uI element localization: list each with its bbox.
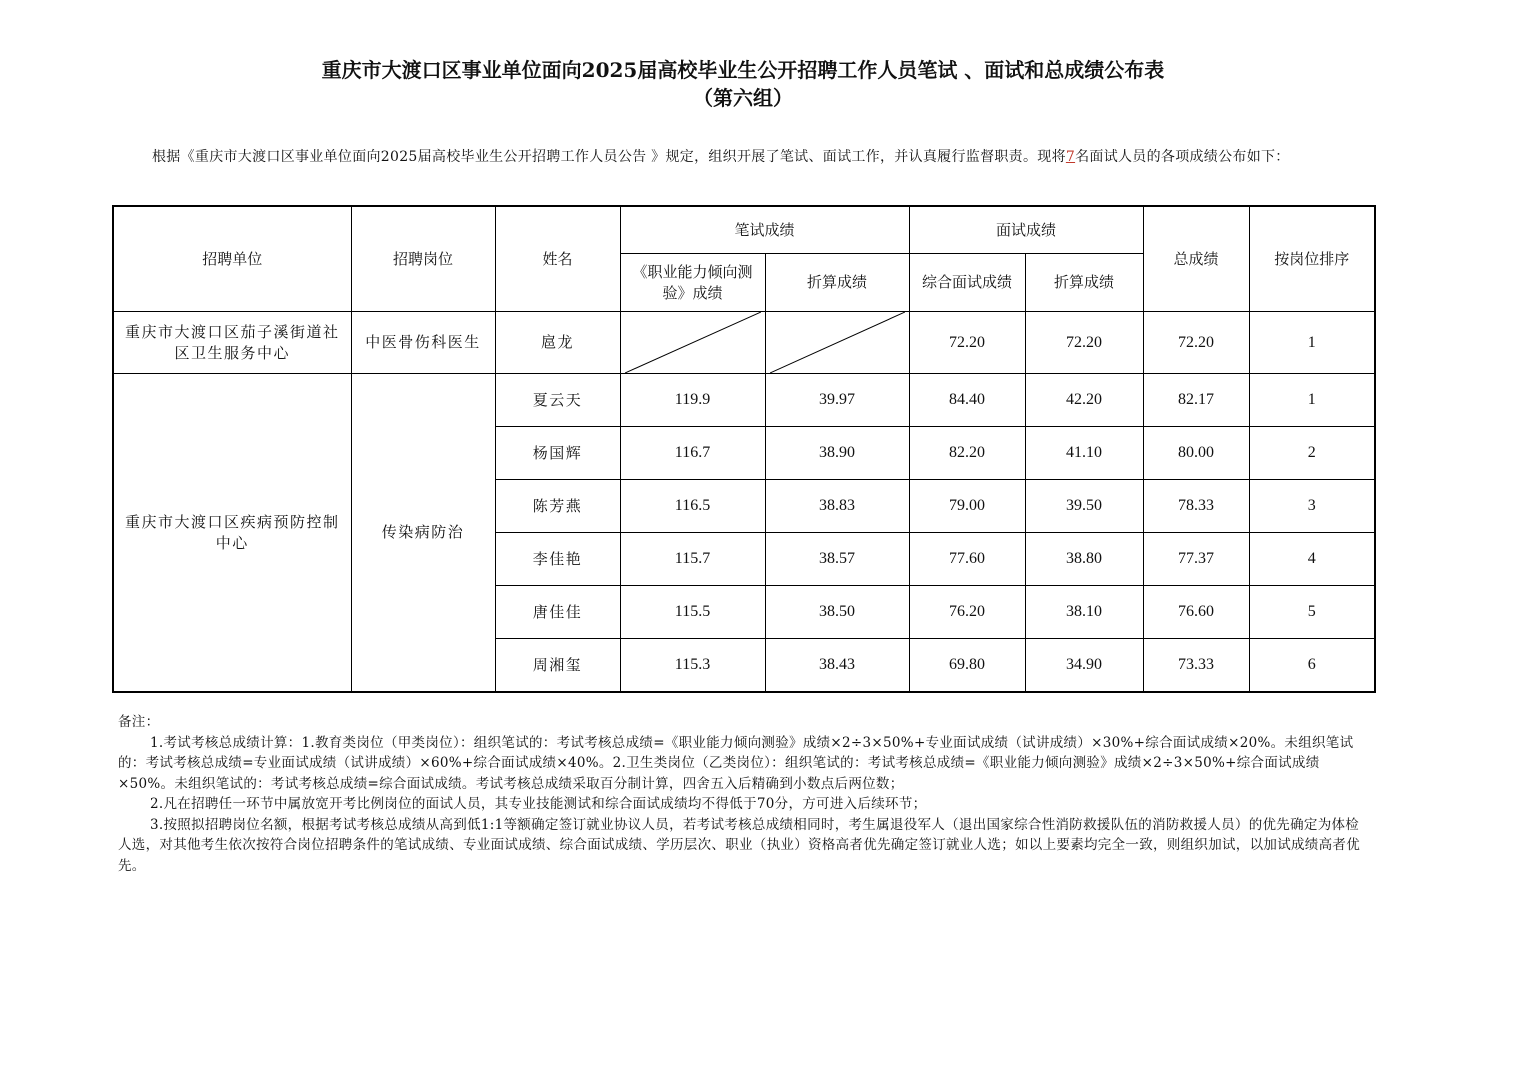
cell-interview: 77.60 — [909, 533, 1025, 586]
cell-total: 78.33 — [1143, 480, 1249, 533]
cell-interview: 84.40 — [909, 374, 1025, 427]
cell-interview: 76.20 — [909, 586, 1025, 639]
cell-total: 77.37 — [1143, 533, 1249, 586]
notes-label: 备注： — [118, 714, 160, 730]
header-rank: 按岗位排序 — [1249, 206, 1375, 312]
cell-total: 82.17 — [1143, 374, 1249, 427]
diagonal-slash — [770, 312, 905, 373]
cell-written-converted: 39.97 — [765, 374, 909, 427]
cell-interview-converted: 38.80 — [1025, 533, 1143, 586]
header-unit: 招聘单位 — [113, 206, 351, 312]
cell-interview-converted: 41.10 — [1025, 427, 1143, 480]
cell-interview-converted: 42.20 — [1025, 374, 1143, 427]
cell-written-converted: 38.83 — [765, 480, 909, 533]
header-interview-score: 综合面试成绩 — [909, 254, 1025, 312]
table-row — [113, 312, 1375, 374]
cell-written: 115.7 — [620, 533, 765, 586]
cell-rank: 1 — [1249, 312, 1375, 374]
cell-rank: 1 — [1249, 374, 1375, 427]
cell-unit: 重庆市大渡口区疾病预防控制中心 — [113, 374, 351, 693]
cell-position: 传染病防治 — [351, 374, 495, 693]
note-item: 3.按照拟招聘岗位名额，根据考试考核总成绩从高到低1:1等额确定签订就业协议人员，若考试考核总成绩相同时，考生属退役军人（退出国家综合性消防救援队伍的消防救援人员）的优先确定为体检人选，对其他考生依次按符合岗位招聘条件的笔试成绩、专业面试成绩、综合面试成绩、学历层次、职业（执业）资格高者优先确定签订就业人选；如以上要素均完全一致，则组织加试，以加试成绩高者优先。 — [118, 816, 1360, 874]
cell-interview: 82.20 — [909, 427, 1025, 480]
note-item: 2.凡在招聘任一环节中属放宽开考比例岗位的面试人员，其专业技能测试和综合面试成绩均不得低于70分，方可进入后续环节； — [150, 796, 927, 812]
cell-interview-converted: 72.20 — [1025, 312, 1143, 374]
notes-section — [118, 712, 1368, 876]
header-written-score: 《职业能力倾向测验》成绩 — [620, 254, 765, 312]
intro-text-after: 名面试人员的各项成绩公布如下： — [1075, 149, 1290, 165]
header-position: 招聘岗位 — [351, 206, 495, 312]
note-item: 1.考试考核总成绩计算：1.教育类岗位（甲类岗位）：组织笔试的：考试考核总成绩=《职业能力倾向测验》成绩×2÷3×50%+专业面试成绩（试讲成绩）×30%+综合面试成绩×20%。未组织笔试的：考试考核总成绩=专业面试成绩（试讲成绩）×60%+综合面试成绩×40%。2.卫生类岗位（乙类岗位）：组织笔试的：考试考核总成绩=《职业能力倾向测验》成绩×2÷3×50%+综合面试成绩×50%。未组织笔试的：考试考核总成绩=综合面试成绩。考试考核总成绩采取百分制计算，四舍五入后精确到小数点后两位数； — [118, 734, 1354, 792]
cell-written: 115.5 — [620, 586, 765, 639]
cell-interview: 72.20 — [909, 312, 1025, 374]
cell-name: 周湘玺 — [495, 639, 620, 693]
cell-interview-converted: 39.50 — [1025, 480, 1143, 533]
cell-position: 中医骨伤科医生 — [351, 312, 495, 374]
cell-total: 80.00 — [1143, 427, 1249, 480]
cell-written-converted: 38.50 — [765, 586, 909, 639]
cell-name: 唐佳佳 — [495, 586, 620, 639]
cell-written-converted: 38.57 — [765, 533, 909, 586]
title-group: （第六组） — [693, 86, 793, 110]
header-name: 姓名 — [495, 206, 620, 312]
header-written-group: 笔试成绩 — [620, 206, 909, 254]
intro-paragraph — [118, 147, 1370, 168]
cell-total: 73.33 — [1143, 639, 1249, 693]
cell-name: 陈芳燕 — [495, 480, 620, 533]
cell-name: 李佳艳 — [495, 533, 620, 586]
cell-rank: 6 — [1249, 639, 1375, 693]
cell-rank: 3 — [1249, 480, 1375, 533]
cell-rank: 4 — [1249, 533, 1375, 586]
cell-written: 116.7 — [620, 427, 765, 480]
cell-name: 杨国辉 — [495, 427, 620, 480]
header-interview-converted: 折算成绩 — [1025, 254, 1143, 312]
cell-interview-converted: 34.90 — [1025, 639, 1143, 693]
cell-written: 115.3 — [620, 639, 765, 693]
cell-rank: 5 — [1249, 586, 1375, 639]
intro-text-before: 根据《重庆市大渡口区事业单位面向2025届高校毕业生公开招聘工作人员公告 》规定，组织开展了笔试、面试工作，并认真履行监督职责。现将 — [152, 149, 1066, 165]
page-title — [0, 56, 1486, 112]
cell-written-converted-empty — [765, 312, 909, 374]
cell-written-empty — [620, 312, 765, 374]
header-interview-group: 面试成绩 — [909, 206, 1143, 254]
cell-total: 72.20 — [1143, 312, 1249, 374]
cell-written-converted: 38.90 — [765, 427, 909, 480]
diagonal-slash — [625, 312, 761, 373]
cell-written-converted: 38.43 — [765, 639, 909, 693]
interviewee-count: 7 — [1065, 149, 1076, 165]
cell-name: 扈龙 — [495, 312, 620, 374]
cell-written: 119.9 — [620, 374, 765, 427]
header-total: 总成绩 — [1143, 206, 1249, 312]
cell-name: 夏云天 — [495, 374, 620, 427]
cell-total: 76.60 — [1143, 586, 1249, 639]
header-written-converted: 折算成绩 — [765, 254, 909, 312]
cell-written: 116.5 — [620, 480, 765, 533]
cell-interview: 69.80 — [909, 639, 1025, 693]
cell-interview-converted: 38.10 — [1025, 586, 1143, 639]
title-main: 重庆市大渡口区事业单位面向2025届高校毕业生公开招聘工作人员笔试 、面试和总成绩公布表 — [321, 58, 1165, 82]
cell-interview: 79.00 — [909, 480, 1025, 533]
score-table — [112, 205, 1376, 693]
cell-unit: 重庆市大渡口区茄子溪街道社区卫生服务中心 — [113, 312, 351, 374]
cell-rank: 2 — [1249, 427, 1375, 480]
table-row — [113, 374, 1375, 427]
